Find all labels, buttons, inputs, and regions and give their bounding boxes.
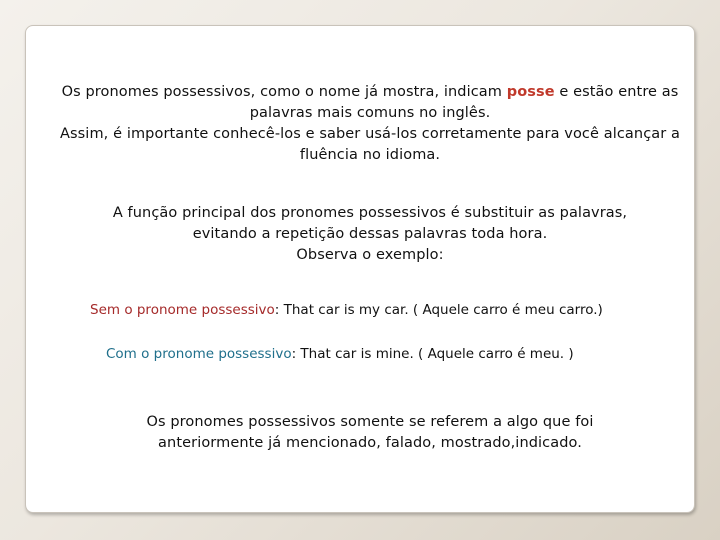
reference-line-1: Os pronomes possessivos somente se referem a algo que foi [146, 414, 594, 430]
reference-paragraph [80, 412, 660, 454]
function-line-1: A função principal dos pronomes possessivos é substituir as palavras, [112, 205, 628, 221]
function-paragraph [80, 203, 660, 266]
example-without-possessive [90, 300, 603, 320]
function-line-2: evitando a repetição dessas palavras toda hora. [192, 226, 548, 242]
highlight-word: posse [506, 84, 555, 100]
intro-line-1 [50, 82, 690, 103]
reference-line-2: anteriormente já mencionado, falado, mostrado,indicado. [158, 435, 582, 451]
intro-paragraph [50, 82, 690, 124]
example-with-possessive [106, 344, 574, 364]
example2-text: : That car is mine. ( Aquele carro é meu. ) [291, 346, 574, 362]
importance-line-1: Assim, é importante conhecê-los e saber usá-los corretamente para você alcançar a [59, 126, 681, 142]
importance-line-2: fluência no idioma. [299, 147, 441, 163]
intro-text-after: e estão entre as [554, 84, 679, 100]
example1-text: : That car is my car. ( Aquele carro é meu carro.) [274, 302, 603, 318]
intro-text-before: Os pronomes possessivos, como o nome já mostra, indicam [61, 84, 507, 100]
importance-paragraph [50, 124, 690, 166]
example1-label: Sem o pronome possessivo [90, 302, 275, 318]
intro-line-2: palavras mais comuns no inglês. [249, 105, 491, 121]
function-line-3: Observa o exemplo: [296, 247, 444, 263]
example2-label: Com o pronome possessivo [106, 346, 292, 362]
